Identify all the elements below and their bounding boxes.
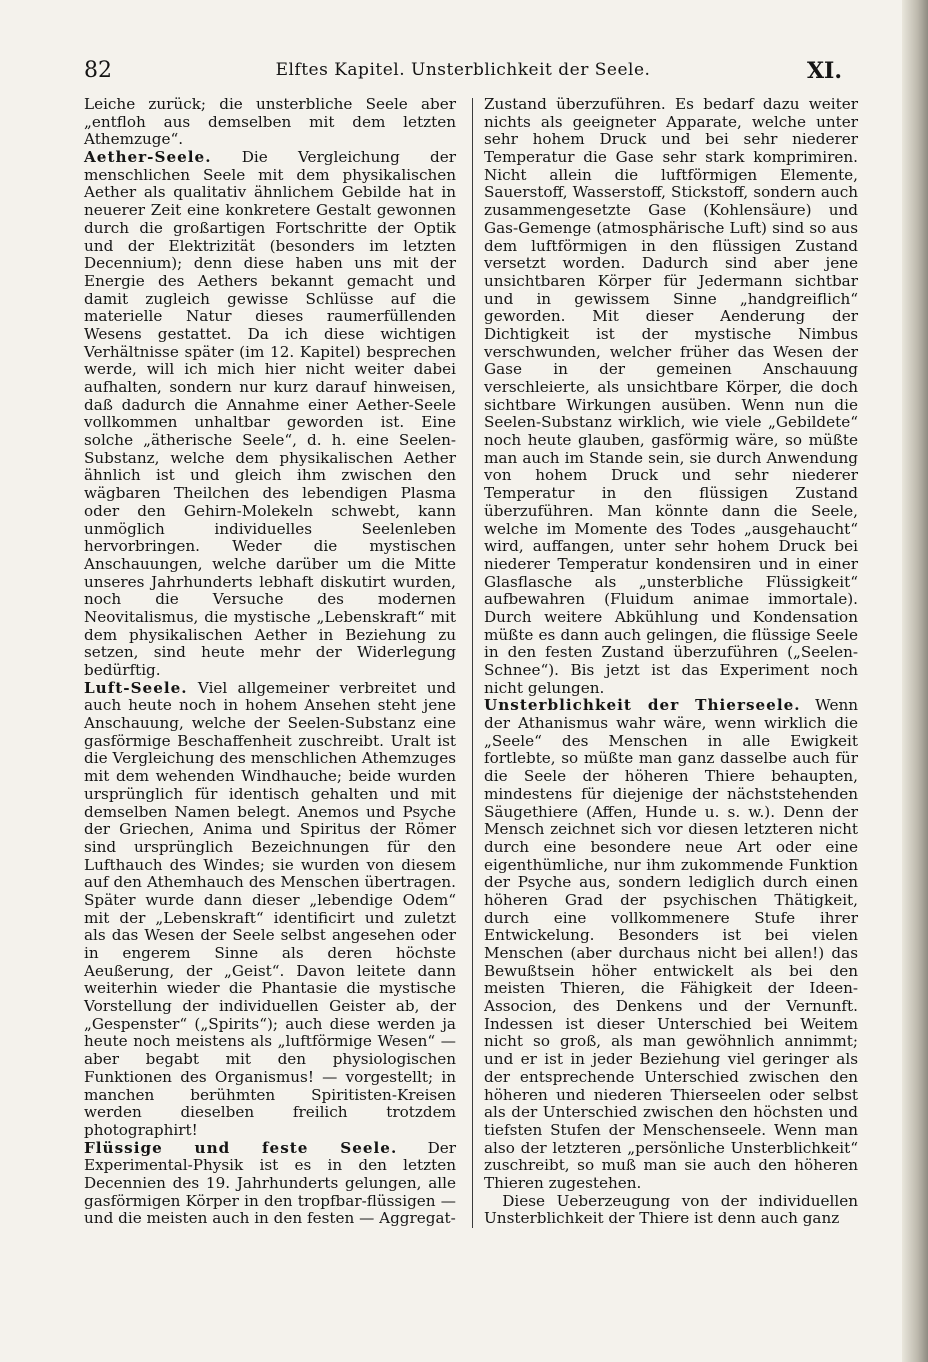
section-aether-seele — [84, 149, 456, 680]
section-text: Die Vergleichung der menschlichen Seele mit dem physikalischen Aether als qualitativ ähnlichem Gebilde hat in neuerer Zeit eine konkretere Gestalt gewonnen durch die großartigen Fortschritte der Optik und der Elektrizität (besonders im letzten Decennium); denn diese haben uns mit der Energie des Aethers bekannt gemacht und damit zugleich gewisse Schlüsse auf die materielle Natur dieses raumerfüllenden Wesens gestattet. Da ich diese wichtigen Verhältnisse später (im 12. Kapitel) besprechen werde, will ich mich hier nicht weiter dabei aufhalten, sondern nur kurz darauf hinweisen, daß dadurch die Annahme einer Aether-Seele vollkommen unhaltbar geworden ist. Eine solche „ätherische Seele“, d. h. eine Seelen-Substanz, welche dem physikalischen Aether ähnlich ist und gleich ihm zwischen den wägbaren Theilchen des lebendigen Plasma oder den Gehirn-Molekeln schwebt, kann unmöglich individuelles Seelenleben hervorbringen. Weder die mystischen Anschauungen, welche darüber um die Mitte unseres Jahrhunderts lebhaft diskutirt wurden, noch die Versuche des modernen Neovitalismus, die mystische „Lebenskraft“ mit dem physikalischen Aether in Beziehung zu setzen, sind heute mehr der Widerlegung bedürftig. — [84, 148, 457, 679]
section-text: Wenn der Athanismus wahr wäre, wenn wirklich die „Seele“ des Menschen in alle Ewigkeit fortlebte, so müßte man ganz dasselbe auch für die Seele der höheren Thiere behaupten, mindestens für diejenige der nächststehenden Säugethiere (Affen, Hunde u. s. w.). Denn der Mensch zeichnet sich vor diesen letzteren nicht durch eine besondere neue Art oder eine eigenthümliche, nur ihm zukommende Funktion der Psyche aus, sondern lediglich durch einen höheren Grad der psychischen Thätigkeit, durch eine vollkommenere Stufe ihrer Entwickelung. Besonders ist bei vielen Menschen (aber durchaus nicht bei allen!) das Bewußtsein höher entwickelt als bei den meisten Thieren, die Fähigkeit der Ideen-Associon, des Denkens und der Vernunft. Indessen ist dieser Unterschied bei Weitem nicht so groß, als man gewöhnlich annimmt; und er ist in jeder Beziehung viel geringer als der entsprechende Unterschied zwischen den höheren und niederen Thierseelen oder selbst als der Unterschied zwischen den höchsten und tiefsten Stufen der Menschenseele. Wenn man also der letzteren „persönliche Unsterblichkeit“ zuschreibt, so muß man sie auch den höheren Thieren zugestehen. — [484, 696, 859, 1192]
paragraph — [484, 1193, 858, 1228]
paragraph — [484, 96, 858, 697]
page-number: 82 — [84, 58, 112, 83]
page-header — [84, 58, 842, 88]
chapter-numeral: XI. — [806, 58, 842, 84]
section-heading: Aether-Seele. — [84, 148, 212, 167]
paragraph-text: Diese Ueberzeugung von der individuellen Unsterblichkeit der Thiere ist denn auch ganz — [484, 1191, 858, 1228]
section-heading: Flüssige und feste Seele. — [84, 1138, 398, 1157]
right-column — [484, 96, 858, 1228]
page-edge-shadow — [902, 0, 928, 1362]
running-title: Elftes Kapitel. Unsterblichkeit der Seele. — [275, 60, 651, 80]
paragraph-text: Zustand überzuführen. Es bedarf dazu weiter nichts als geeigneter Apparate, welche unter sehr hohem Druck und bei sehr niederer Temperatur die Gase sehr stark komprimiren. Nicht allein die luftförmigen Elemente, Sauerstoff, Wasserstoff, Stickstoff, sondern auch zusammengesetzte Gase (Kohlensäure) und Gas-Gemenge (atmosphärische Luft) sind so aus dem luftförmigen in den flüssigen Zustand versetzt worden. Dadurch sind aber jene unsichtbaren Körper für Jedermann sichtbar und in gewissem Sinne „handgreiflich“ geworden. Mit dieser Aenderung der Dichtigkeit ist der mystische Nimbus verschwunden, welcher früher das Wesen der Gase in der gemeinen Anschauung verschleierte, als unsichtbare Körper, die doch sichtbare Wirkungen ausüben. Wenn nun die Seelen-Substanz wirklich, wie viele „Gebildete“ noch heute glauben, gasförmig wäre, so müßte man auch im Stande sein, sie durch Anwendung von hohem Druck und sehr niederer Temperatur in den flüssigen Zustand überzuführen. Man könnte dann die Seele, welche im Momente des Todes „ausgehaucht“ wird, auffangen, unter sehr hohem Druck bei niederer Temperatur kondensiren und in einer Glasflasche als „unsterbliche Flüssigkeit“ aufbewahren (Fluidum animae immortale). Durch weitere Abkühlung und Kondensation müßte es dann auch gelingen, die flüssige Seele in den festen Zustand überzuführen („Seelen-Schnee“). Bis jetzt ist das Experiment noch nicht gelungen. — [484, 95, 858, 697]
paragraph-text: Leiche zurück; die unsterbliche Seele aber „entfloh aus demselben mit dem letzten Athemzuge“. — [84, 95, 456, 149]
section-heading: Luft-Seele. — [84, 678, 188, 697]
section-text: Der Experimental-Physik ist es in den letzten Decennien des 19. Jahrhunderts gelungen, alle gasförmigen Körper in den tropfbar-flüssigen — und die meisten auch in den festen — Aggregat- — [84, 1138, 457, 1228]
section-heading: Unsterblichkeit der Thierseele. — [484, 696, 801, 715]
section-unsterblichkeit-thierseele — [484, 697, 858, 1192]
paragraph — [84, 96, 456, 149]
section-text: Viel allgemeiner verbreitet und auch heute noch in hohem Ansehen steht jene Anschauung, welche der Seelen-Substanz eine gasförmige Beschaffenheit zuschreibt. Uralt ist die Vergleichung des menschlichen Athemzuges mit dem wehenden Windhauche; beide wurden ursprünglich für identisch gehalten und mit demselben Namen belegt. Anemos und Psyche der Griechen, Anima und Spiritus der Römer sind ursprünglich Bezeichnungen für den Lufthauch des Windes; sie wurden von diesem auf den Athemhauch des Menschen übertragen. Später wurde dann dieser „lebendige Odem“ mit der „Lebenskraft“ identificirt und zuletzt als das Wesen der Seele selbst angesehen oder in engerem Sinne als deren höchste Aeußerung, der „Geist“. Davon leitete dann weiterhin wieder die Phantasie die mystische Vorstellung der individuellen Geister ab, der „Gespenster“ („Spirits“); auch diese werden ja heute noch meistens als „luftförmige Wesen“ — aber begabt mit den physiologischen Funktionen des Organismus! — vorgestellt; in manchen berühmten Spiritisten-Kreisen werden dieselben freilich trotzdem photographirt! — [84, 678, 456, 1139]
left-column — [84, 96, 456, 1228]
section-fluessige-feste-seele — [84, 1140, 456, 1228]
section-luft-seele — [84, 680, 456, 1140]
column-divider — [472, 98, 473, 1228]
